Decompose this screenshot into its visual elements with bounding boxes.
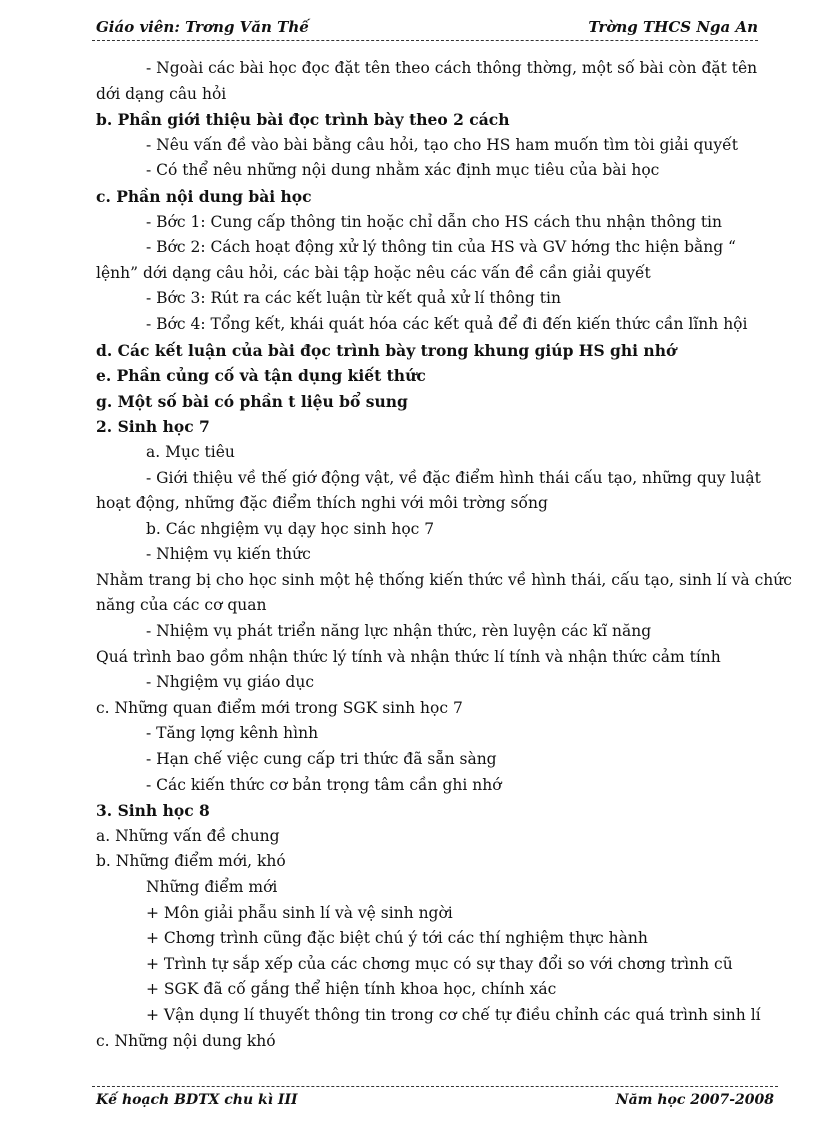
section-heading: g. Một số bài có phần t liệu bổ sung bbox=[96, 391, 408, 411]
header-divider bbox=[92, 40, 758, 41]
text-line: a. Mục tiêu bbox=[146, 442, 235, 461]
text-line: - Nhiệm vụ phát triển năng lực nhận thức, rèn luyện các kĩ năng bbox=[146, 622, 652, 641]
text-line: - Nhgiệm vụ giáo dục bbox=[146, 673, 315, 692]
text-line: c. Những quan điểm mới trong SGK sinh học 7 bbox=[96, 698, 463, 717]
text-line: - Giới thiệu về thế giớ động vật, về đặc điểm hình thái cấu tạo, những quy luật bbox=[146, 468, 761, 487]
text-line: - Các kiến thức cơ bản trọng tâm cần ghi nhớ bbox=[146, 775, 502, 794]
text-line: Những điểm mới bbox=[146, 878, 278, 896]
text-line: b. Những điểm mới, khó bbox=[96, 852, 286, 871]
section-heading: b. Phần giới thiệu bài đọc trình bày theo 2 cách bbox=[96, 110, 510, 130]
text-line: - Tăng lợng kênh hình bbox=[146, 724, 319, 743]
text-line: - Ngoài các bài học đọc đặt tên theo cách thông thờng, một số bài còn đặt tên bbox=[146, 59, 758, 77]
text-line: Quá trình bao gồm nhận thức lý tính và nhận thức lí tính và nhận thức cảm tính bbox=[96, 647, 721, 666]
header-school: Trờng THCS Nga An bbox=[588, 18, 758, 36]
section-heading: 2. Sinh học 7 bbox=[96, 417, 210, 437]
text-line: b. Các nhgiệm vụ dạy học sinh học 7 bbox=[146, 519, 435, 538]
text-line: + Chơng trình cũng đặc biệt chú ý tới các thí nghiệm thực hành bbox=[146, 929, 648, 948]
text-line: c. Những nội dung khó bbox=[96, 1031, 276, 1050]
text-line: - Có thể nêu những nội dung nhằm xác định mục tiêu của bài học bbox=[146, 161, 660, 180]
text-line: + Trình tự sắp xếp của các chơng mục có sự thay đổi so với chơng trình cũ bbox=[146, 954, 733, 973]
footer-plan: Kế hoạch BDTX chu kì III bbox=[96, 1092, 298, 1108]
text-line: - Nhiệm vụ kiến thức bbox=[146, 545, 311, 564]
text-line: - Hạn chế việc cung cấp tri thức đã sẵn sàng bbox=[146, 750, 497, 769]
document-body bbox=[96, 56, 792, 1054]
text-line: - Bớc 4: Tổng kết, khái quát hóa các kết quả để đi đến kiến thức cần lĩnh hội bbox=[146, 314, 748, 333]
text-line: - Bớc 1: Cung cấp thông tin hoặc chỉ dẫn cho HS cách thu nhận thông tin bbox=[146, 212, 722, 231]
text-line: dới dạng câu hỏi bbox=[96, 84, 227, 103]
section-heading: d. Các kết luận của bài đọc trình bày trong khung giúp HS ghi nhớ bbox=[96, 340, 677, 360]
text-line: - Bớc 3: Rút ra các kết luận từ kết quả xử lí thông tin bbox=[146, 289, 561, 308]
text-line: - Bớc 2: Cách hoạt động xử lý thông tin của HS và GV hớng thc hiện bằng “ bbox=[146, 238, 736, 257]
section-heading: 3. Sinh học 8 bbox=[96, 801, 210, 821]
text-line: - Nêu vấn đề vào bài bằng câu hỏi, tạo cho HS ham muốn tìm tòi giải quyết bbox=[146, 135, 738, 154]
footer-divider bbox=[92, 1086, 778, 1087]
text-line: + SGK đã cố gắng thể hiện tính khoa học, chính xác bbox=[146, 980, 557, 999]
text-line: a. Những vấn đề chung bbox=[96, 826, 280, 845]
text-line: + Vận dụng lí thuyết thông tin trong cơ chế tự điều chỉnh các quá trình sinh lí bbox=[146, 1005, 761, 1024]
footer-year: Năm học 2007-2008 bbox=[615, 1092, 774, 1108]
text-line: + Môn giải phẫu sinh lí và vệ sinh ngời bbox=[146, 903, 453, 922]
text-line: lệnh” dới dạng câu hỏi, các bài tập hoặc nêu các vấn đề cần giải quyết bbox=[96, 263, 651, 282]
section-heading: c. Phần nội dung bài học bbox=[96, 186, 312, 206]
text-line: hoạt động, những đặc điểm thích nghi với môi trờng sống bbox=[96, 494, 548, 513]
text-line: Nhằm trang bị cho học sinh một hệ thống kiến thức về hình thái, cấu tạo, sinh lí và chức bbox=[96, 570, 792, 589]
text-line: năng của các cơ quan bbox=[96, 596, 267, 615]
section-heading: e. Phần củng cố và tận dụng kiết thức bbox=[96, 366, 426, 386]
header-teacher: Giáo viên: Trơng Văn Thế bbox=[96, 18, 309, 36]
